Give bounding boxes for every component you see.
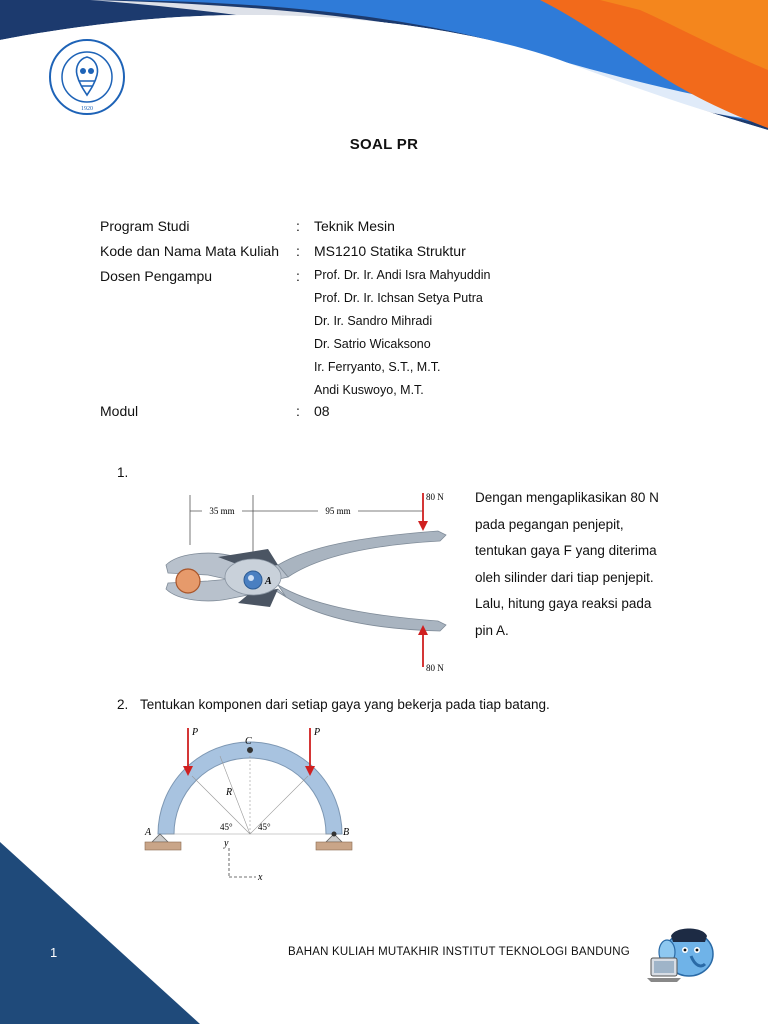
program-value: Teknik Mesin	[314, 218, 395, 234]
dim-label-95: 95 mm	[325, 506, 351, 516]
y-axis-label: y	[224, 838, 229, 849]
lecturer-name: Prof. Dr. Ir. Ichsan Setya Putra	[314, 291, 483, 305]
load-left-label: P	[192, 727, 199, 738]
pin-c-label: C	[245, 736, 252, 747]
question-1-line: pada pegangan penjepit,	[475, 516, 624, 532]
lecturer-name: Dr. Ir. Sandro Mihradi	[314, 314, 433, 328]
lecturer-name: Dr. Satrio Wicaksono	[314, 337, 431, 351]
question-1-line: tentukan gaya F yang diterima	[475, 543, 657, 558]
course-colon: :	[296, 243, 300, 259]
page-title: SOAL PR	[349, 136, 419, 153]
support-a-label: A	[145, 827, 152, 838]
upper-handle	[278, 531, 446, 577]
program-label: Program Studi	[100, 218, 190, 234]
program-colon: :	[296, 218, 300, 234]
angle-right-label: 45°	[258, 822, 271, 832]
pliers-figure	[158, 485, 458, 677]
lecturers-colon: :	[296, 268, 300, 284]
load-right-label: P	[314, 727, 321, 738]
module-label: Modul	[100, 403, 139, 419]
itb-logo	[49, 39, 125, 115]
question-1-number: 1.	[117, 465, 129, 480]
module-value: 08	[314, 403, 330, 419]
ground-b	[316, 842, 352, 850]
lecturer-name: Ir. Ferryanto, S.T., M.T.	[314, 360, 441, 374]
force-label-top: 80 N	[426, 492, 444, 502]
course-value: MS1210 Statika Struktur	[314, 243, 466, 259]
lecturer-name: Andi Kuswoyo, M.T.	[314, 383, 424, 397]
question-1-line: oleh silinder dari tiap penjepit.	[475, 569, 654, 585]
pin-c-icon	[247, 747, 253, 753]
x-axis-label: x	[258, 872, 263, 883]
lecturers-label: Dosen Pengampu	[100, 268, 213, 284]
pin-a-label: A	[265, 576, 272, 587]
force-label-bottom: 80 N	[426, 663, 444, 673]
ganesha-seal-icon	[49, 39, 125, 115]
cylinder-icon	[176, 569, 200, 593]
question-1-line: pin A.	[475, 622, 509, 638]
dim-label-35: 35 mm	[209, 506, 235, 516]
radius-label: R	[226, 787, 233, 798]
support-b-label: B	[343, 827, 350, 838]
question-1-line: Dengan mengaplikasikan 80 N	[475, 490, 659, 505]
lecturer-name: Prof. Dr. Ir. Andi Isra Mahyuddin	[314, 268, 491, 282]
question-2-number: 2.	[117, 697, 129, 712]
question-1-line: Lalu, hitung gaya reaksi pada	[475, 596, 652, 611]
lower-handle	[278, 585, 446, 631]
module-colon: :	[296, 403, 300, 419]
footer-decoration	[0, 830, 210, 1024]
angle-left-label: 45°	[220, 822, 233, 832]
footer-text: BAHAN KULIAH MUTAKHIR INSTITUT TEKNOLOGI BANDUNG	[288, 946, 630, 958]
logo-year: 1920	[81, 106, 93, 112]
course-label: Kode dan Nama Mata Kuliah	[100, 243, 279, 259]
question-2-text: Tentukan komponen dari setiap gaya yang bekerja pada tiap batang.	[140, 697, 550, 712]
elephant-mascot-with-laptop-icon	[645, 922, 725, 984]
page-number: 1	[50, 945, 58, 960]
question-1-text	[475, 485, 659, 644]
